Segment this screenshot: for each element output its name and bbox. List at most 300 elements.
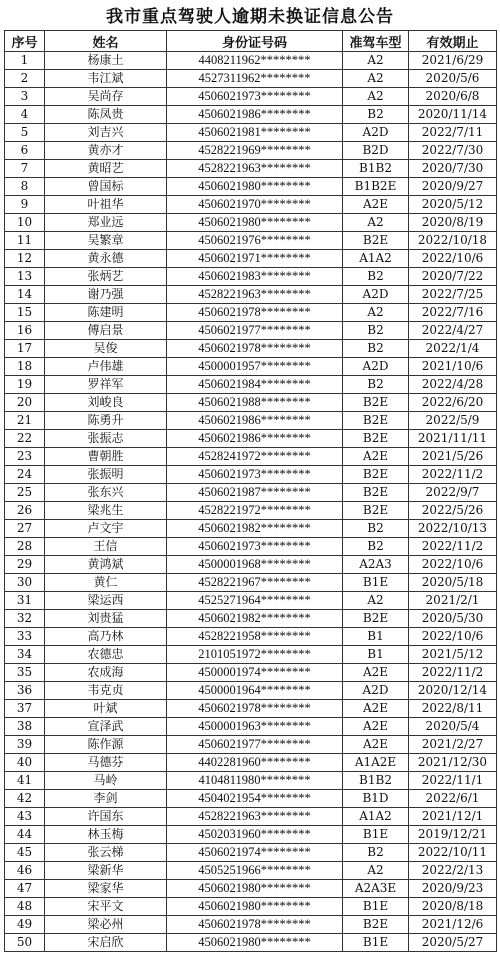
cell-name: 谢乃强 xyxy=(45,286,167,304)
cell-expiry-date: 2022/8/11 xyxy=(409,700,497,718)
table-row xyxy=(5,52,497,70)
cell-name: 黄鸿斌 xyxy=(45,556,167,574)
cell-id-number: 4527311962******** xyxy=(167,70,343,88)
cell-name: 曾国标 xyxy=(45,178,167,196)
cell-id-number: 4506021982******** xyxy=(167,610,343,628)
table-row xyxy=(5,556,497,574)
table-row xyxy=(5,880,497,898)
cell-name: 叶祖华 xyxy=(45,196,167,214)
table-row xyxy=(5,322,497,340)
cell-id-number: 4506021973******** xyxy=(167,538,343,556)
cell-index: 6 xyxy=(5,142,45,160)
cell-id-number: 4506021980******** xyxy=(167,898,343,916)
cell-name: 曹朝胜 xyxy=(45,448,167,466)
cell-name: 黄永德 xyxy=(45,250,167,268)
table-row xyxy=(5,286,497,304)
cell-index: 26 xyxy=(5,502,45,520)
table-row xyxy=(5,862,497,880)
cell-id-number: 4500001968******** xyxy=(167,556,343,574)
cell-license-class: B2 xyxy=(343,520,409,538)
cell-license-class: B2 xyxy=(343,106,409,124)
cell-id-number: 4506021980******** xyxy=(167,178,343,196)
table-row xyxy=(5,376,497,394)
table-row xyxy=(5,700,497,718)
table-row xyxy=(5,898,497,916)
table-row xyxy=(5,214,497,232)
cell-expiry-date: 2022/7/11 xyxy=(409,124,497,142)
cell-id-number: 4506021986******** xyxy=(167,412,343,430)
cell-id-number: 4506021981******** xyxy=(167,124,343,142)
cell-expiry-date: 2021/6/29 xyxy=(409,52,497,70)
cell-name: 刘贵猛 xyxy=(45,610,167,628)
cell-expiry-date: 2020/7/22 xyxy=(409,268,497,286)
cell-index: 39 xyxy=(5,736,45,754)
table-row xyxy=(5,304,497,322)
cell-index: 49 xyxy=(5,916,45,934)
table-row xyxy=(5,916,497,934)
table-body xyxy=(5,52,497,952)
cell-name: 黄昭艺 xyxy=(45,160,167,178)
cell-name: 许国东 xyxy=(45,808,167,826)
cell-index: 16 xyxy=(5,322,45,340)
cell-index: 21 xyxy=(5,412,45,430)
cell-expiry-date: 2022/5/9 xyxy=(409,412,497,430)
table-row xyxy=(5,538,497,556)
cell-index: 34 xyxy=(5,646,45,664)
cell-id-number: 4506021983******** xyxy=(167,268,343,286)
cell-index: 42 xyxy=(5,790,45,808)
cell-name: 吴俊 xyxy=(45,340,167,358)
cell-expiry-date: 2022/2/13 xyxy=(409,862,497,880)
cell-name: 吴繁章 xyxy=(45,232,167,250)
cell-expiry-date: 2020/8/19 xyxy=(409,214,497,232)
cell-license-class: A2E xyxy=(343,736,409,754)
cell-expiry-date: 2021/12/1 xyxy=(409,808,497,826)
cell-id-number: 4506021973******** xyxy=(167,88,343,106)
cell-name: 梁必州 xyxy=(45,916,167,934)
cell-id-number: 4528221967******** xyxy=(167,574,343,592)
cell-license-class: A2 xyxy=(343,52,409,70)
cell-index: 50 xyxy=(5,934,45,952)
cell-id-number: 4506021978******** xyxy=(167,340,343,358)
cell-index: 19 xyxy=(5,376,45,394)
cell-name: 梁运西 xyxy=(45,592,167,610)
table-row xyxy=(5,160,497,178)
cell-id-number: 4528221969******** xyxy=(167,142,343,160)
cell-expiry-date: 2020/8/18 xyxy=(409,898,497,916)
cell-id-number: 4528221972******** xyxy=(167,502,343,520)
header-license-class: 准驾车型 xyxy=(343,31,409,52)
table-row xyxy=(5,574,497,592)
cell-name: 郑业远 xyxy=(45,214,167,232)
cell-expiry-date: 2020/5/18 xyxy=(409,574,497,592)
cell-expiry-date: 2022/11/2 xyxy=(409,538,497,556)
cell-expiry-date: 2021/12/6 xyxy=(409,916,497,934)
cell-name: 陈凤贵 xyxy=(45,106,167,124)
cell-expiry-date: 2022/11/2 xyxy=(409,664,497,682)
table-row xyxy=(5,268,497,286)
table-row xyxy=(5,232,497,250)
cell-license-class: A2 xyxy=(343,592,409,610)
cell-license-class: A2D xyxy=(343,682,409,700)
cell-expiry-date: 2022/7/16 xyxy=(409,304,497,322)
cell-expiry-date: 2021/12/30 xyxy=(409,754,497,772)
cell-id-number: 4506021987******** xyxy=(167,484,343,502)
cell-license-class: B1E xyxy=(343,826,409,844)
cell-index: 47 xyxy=(5,880,45,898)
cell-index: 3 xyxy=(5,88,45,106)
table-row xyxy=(5,520,497,538)
cell-license-class: A2E xyxy=(343,700,409,718)
cell-index: 43 xyxy=(5,808,45,826)
cell-name: 宣泽武 xyxy=(45,718,167,736)
cell-license-class: A2 xyxy=(343,88,409,106)
table-row xyxy=(5,340,497,358)
cell-id-number: 4502031960******** xyxy=(167,826,343,844)
cell-license-class: B1 xyxy=(343,628,409,646)
cell-license-class: A2 xyxy=(343,214,409,232)
cell-name: 宋启欣 xyxy=(45,934,167,952)
table-row xyxy=(5,466,497,484)
table-row xyxy=(5,502,497,520)
cell-id-number: 4506021984******** xyxy=(167,376,343,394)
cell-index: 8 xyxy=(5,178,45,196)
cell-index: 15 xyxy=(5,304,45,322)
cell-expiry-date: 2022/10/6 xyxy=(409,250,497,268)
cell-id-number: 4528241972******** xyxy=(167,448,343,466)
table-row xyxy=(5,772,497,790)
cell-index: 33 xyxy=(5,628,45,646)
cell-id-number: 4500001963******** xyxy=(167,718,343,736)
cell-name: 陈勇升 xyxy=(45,412,167,430)
cell-license-class: B2E xyxy=(343,394,409,412)
cell-index: 10 xyxy=(5,214,45,232)
cell-index: 24 xyxy=(5,466,45,484)
cell-license-class: B2 xyxy=(343,268,409,286)
cell-expiry-date: 2022/11/1 xyxy=(409,772,497,790)
driver-table xyxy=(4,30,497,952)
cell-name: 高乃林 xyxy=(45,628,167,646)
table-row xyxy=(5,664,497,682)
cell-license-class: B1E xyxy=(343,574,409,592)
cell-id-number: 4506021982******** xyxy=(167,520,343,538)
cell-id-number: 4506021978******** xyxy=(167,916,343,934)
table-row xyxy=(5,718,497,736)
cell-index: 14 xyxy=(5,286,45,304)
cell-expiry-date: 2022/6/1 xyxy=(409,790,497,808)
table-header-row xyxy=(5,31,497,52)
cell-id-number: 4500001964******** xyxy=(167,682,343,700)
cell-license-class: A1A2 xyxy=(343,808,409,826)
cell-expiry-date: 2021/5/12 xyxy=(409,646,497,664)
table-row xyxy=(5,790,497,808)
cell-license-class: B1B2E xyxy=(343,178,409,196)
cell-license-class: A2 xyxy=(343,70,409,88)
table-row xyxy=(5,250,497,268)
cell-name: 李剑 xyxy=(45,790,167,808)
cell-name: 马岭 xyxy=(45,772,167,790)
cell-index: 11 xyxy=(5,232,45,250)
table-row xyxy=(5,142,497,160)
cell-name: 傅启景 xyxy=(45,322,167,340)
cell-license-class: A1A2E xyxy=(343,754,409,772)
cell-id-number: 4506021971******** xyxy=(167,250,343,268)
cell-id-number: 4506021973******** xyxy=(167,466,343,484)
cell-index: 13 xyxy=(5,268,45,286)
cell-license-class: B1D xyxy=(343,790,409,808)
cell-name: 张东兴 xyxy=(45,484,167,502)
cell-license-class: B1E xyxy=(343,934,409,952)
cell-name: 黄仁 xyxy=(45,574,167,592)
cell-license-class: B1 xyxy=(343,646,409,664)
cell-license-class: B2E xyxy=(343,502,409,520)
header-name: 姓名 xyxy=(45,31,167,52)
cell-expiry-date: 2022/7/25 xyxy=(409,286,497,304)
cell-license-class: B2 xyxy=(343,376,409,394)
header-expiry-date: 有效期止 xyxy=(409,31,497,52)
cell-name: 张云梯 xyxy=(45,844,167,862)
table-row xyxy=(5,844,497,862)
cell-id-number: 4506021980******** xyxy=(167,934,343,952)
cell-index: 46 xyxy=(5,862,45,880)
cell-index: 9 xyxy=(5,196,45,214)
cell-name: 王信 xyxy=(45,538,167,556)
cell-index: 4 xyxy=(5,106,45,124)
cell-name: 刘吉兴 xyxy=(45,124,167,142)
table-row xyxy=(5,754,497,772)
cell-index: 41 xyxy=(5,772,45,790)
cell-expiry-date: 2022/10/6 xyxy=(409,628,497,646)
cell-expiry-date: 2021/2/27 xyxy=(409,736,497,754)
cell-index: 27 xyxy=(5,520,45,538)
cell-index: 23 xyxy=(5,448,45,466)
table-row xyxy=(5,394,497,412)
cell-expiry-date: 2022/10/11 xyxy=(409,844,497,862)
cell-expiry-date: 2020/5/27 xyxy=(409,934,497,952)
cell-license-class: B2E xyxy=(343,610,409,628)
cell-index: 32 xyxy=(5,610,45,628)
table-row xyxy=(5,430,497,448)
cell-expiry-date: 2020/7/30 xyxy=(409,160,497,178)
cell-expiry-date: 2022/7/30 xyxy=(409,142,497,160)
table-row xyxy=(5,448,497,466)
cell-expiry-date: 2022/10/18 xyxy=(409,232,497,250)
table-row xyxy=(5,178,497,196)
cell-id-number: 4505251966******** xyxy=(167,862,343,880)
cell-name: 陈作源 xyxy=(45,736,167,754)
cell-expiry-date: 2020/9/23 xyxy=(409,880,497,898)
cell-index: 36 xyxy=(5,682,45,700)
cell-id-number: 4506021986******** xyxy=(167,430,343,448)
cell-expiry-date: 2020/9/27 xyxy=(409,178,497,196)
cell-id-number: 4504021954******** xyxy=(167,790,343,808)
cell-expiry-date: 2020/6/8 xyxy=(409,88,497,106)
table-row xyxy=(5,88,497,106)
cell-license-class: A2E xyxy=(343,664,409,682)
cell-license-class: A2D xyxy=(343,124,409,142)
cell-license-class: B2E xyxy=(343,484,409,502)
table-row xyxy=(5,358,497,376)
cell-index: 7 xyxy=(5,160,45,178)
cell-license-class: A2 xyxy=(343,304,409,322)
cell-id-number: 4528221963******** xyxy=(167,286,343,304)
cell-license-class: A2E xyxy=(343,196,409,214)
cell-id-number: 4506021978******** xyxy=(167,304,343,322)
table-row xyxy=(5,124,497,142)
cell-id-number: 4500001957******** xyxy=(167,358,343,376)
table-row xyxy=(5,484,497,502)
cell-expiry-date: 2022/11/2 xyxy=(409,466,497,484)
cell-license-class: A1A2 xyxy=(343,250,409,268)
cell-expiry-date: 2020/5/4 xyxy=(409,718,497,736)
table-row xyxy=(5,610,497,628)
cell-name: 宋平文 xyxy=(45,898,167,916)
cell-id-number: 4506021980******** xyxy=(167,214,343,232)
cell-license-class: B2D xyxy=(343,142,409,160)
cell-expiry-date: 2022/9/7 xyxy=(409,484,497,502)
cell-license-class: B2 xyxy=(343,538,409,556)
cell-index: 31 xyxy=(5,592,45,610)
cell-expiry-date: 2021/5/26 xyxy=(409,448,497,466)
cell-id-number: 2101051972******** xyxy=(167,646,343,664)
cell-id-number: 4506021986******** xyxy=(167,106,343,124)
cell-index: 1 xyxy=(5,52,45,70)
document-title: 我市重点驾驶人逾期未换证信息公告 xyxy=(106,7,394,27)
cell-expiry-date: 2022/6/20 xyxy=(409,394,497,412)
cell-id-number: 4402281960******** xyxy=(167,754,343,772)
cell-index: 12 xyxy=(5,250,45,268)
table-row xyxy=(5,412,497,430)
cell-name: 张振志 xyxy=(45,430,167,448)
cell-expiry-date: 2021/11/11 xyxy=(409,430,497,448)
cell-expiry-date: 2022/10/13 xyxy=(409,520,497,538)
cell-id-number: 4506021970******** xyxy=(167,196,343,214)
cell-name: 马德芬 xyxy=(45,754,167,772)
cell-license-class: B2E xyxy=(343,232,409,250)
cell-expiry-date: 2020/5/6 xyxy=(409,70,497,88)
table-row xyxy=(5,826,497,844)
cell-license-class: B2 xyxy=(343,844,409,862)
cell-id-number: 4528221963******** xyxy=(167,160,343,178)
cell-expiry-date: 2022/4/27 xyxy=(409,322,497,340)
cell-name: 杨康土 xyxy=(45,52,167,70)
cell-name: 黄亦才 xyxy=(45,142,167,160)
cell-index: 18 xyxy=(5,358,45,376)
table-row xyxy=(5,682,497,700)
cell-id-number: 4525271964******** xyxy=(167,592,343,610)
header-id-number: 身份证号码 xyxy=(167,31,343,52)
cell-id-number: 4506021977******** xyxy=(167,736,343,754)
table-row xyxy=(5,934,497,952)
cell-id-number: 4506021978******** xyxy=(167,700,343,718)
cell-license-class: B2E xyxy=(343,430,409,448)
cell-license-class: B1E xyxy=(343,898,409,916)
cell-license-class: A2D xyxy=(343,358,409,376)
cell-name: 林玉梅 xyxy=(45,826,167,844)
cell-license-class: A2E xyxy=(343,448,409,466)
table-row xyxy=(5,592,497,610)
cell-name: 梁兆生 xyxy=(45,502,167,520)
cell-license-class: A2A3 xyxy=(343,556,409,574)
cell-index: 37 xyxy=(5,700,45,718)
cell-name: 梁家华 xyxy=(45,880,167,898)
cell-license-class: A2E xyxy=(343,718,409,736)
cell-index: 45 xyxy=(5,844,45,862)
cell-expiry-date: 2022/1/4 xyxy=(409,340,497,358)
cell-index: 22 xyxy=(5,430,45,448)
cell-id-number: 4506021976******** xyxy=(167,232,343,250)
cell-id-number: 4506021988******** xyxy=(167,394,343,412)
cell-expiry-date: 2019/12/21 xyxy=(409,826,497,844)
header-index: 序号 xyxy=(5,31,45,52)
table-row xyxy=(5,106,497,124)
cell-index: 40 xyxy=(5,754,45,772)
cell-name: 韦江斌 xyxy=(45,70,167,88)
table-row xyxy=(5,646,497,664)
cell-name: 张炳艺 xyxy=(45,268,167,286)
cell-license-class: B1B2 xyxy=(343,772,409,790)
cell-name: 刘峻良 xyxy=(45,394,167,412)
cell-index: 38 xyxy=(5,718,45,736)
cell-name: 梁新华 xyxy=(45,862,167,880)
cell-license-class: B1B2 xyxy=(343,160,409,178)
cell-index: 25 xyxy=(5,484,45,502)
cell-name: 农德忠 xyxy=(45,646,167,664)
table-row xyxy=(5,70,497,88)
cell-name: 韦克贞 xyxy=(45,682,167,700)
table-row xyxy=(5,736,497,754)
cell-name: 陈建明 xyxy=(45,304,167,322)
cell-id-number: 4500001974******** xyxy=(167,664,343,682)
cell-name: 卢伟雄 xyxy=(45,358,167,376)
cell-id-number: 4104811980******** xyxy=(167,772,343,790)
cell-license-class: B2 xyxy=(343,322,409,340)
cell-index: 44 xyxy=(5,826,45,844)
cell-expiry-date: 2021/10/6 xyxy=(409,358,497,376)
cell-expiry-date: 2022/5/26 xyxy=(409,502,497,520)
cell-expiry-date: 2020/11/14 xyxy=(409,106,497,124)
cell-index: 5 xyxy=(5,124,45,142)
cell-id-number: 4506021977******** xyxy=(167,322,343,340)
cell-name: 卢文宇 xyxy=(45,520,167,538)
cell-index: 2 xyxy=(5,70,45,88)
cell-index: 29 xyxy=(5,556,45,574)
cell-index: 48 xyxy=(5,898,45,916)
cell-license-class: A2 xyxy=(343,862,409,880)
cell-id-number: 4408211962******** xyxy=(167,52,343,70)
table-row xyxy=(5,808,497,826)
cell-index: 28 xyxy=(5,538,45,556)
cell-id-number: 4528221958******** xyxy=(167,628,343,646)
cell-name: 吴尚存 xyxy=(45,88,167,106)
cell-license-class: B2E xyxy=(343,916,409,934)
cell-license-class: B2E xyxy=(343,466,409,484)
cell-expiry-date: 2020/5/30 xyxy=(409,610,497,628)
cell-expiry-date: 2022/4/28 xyxy=(409,376,497,394)
cell-license-class: A2A3E xyxy=(343,880,409,898)
cell-name: 叶斌 xyxy=(45,700,167,718)
cell-expiry-date: 2021/2/1 xyxy=(409,592,497,610)
cell-index: 17 xyxy=(5,340,45,358)
cell-name: 罗祥军 xyxy=(45,376,167,394)
cell-expiry-date: 2020/12/14 xyxy=(409,682,497,700)
cell-license-class: B2E xyxy=(343,412,409,430)
cell-id-number: 4528221963******** xyxy=(167,808,343,826)
cell-name: 张振明 xyxy=(45,466,167,484)
cell-index: 30 xyxy=(5,574,45,592)
cell-id-number: 4506021974******** xyxy=(167,844,343,862)
table-row xyxy=(5,628,497,646)
